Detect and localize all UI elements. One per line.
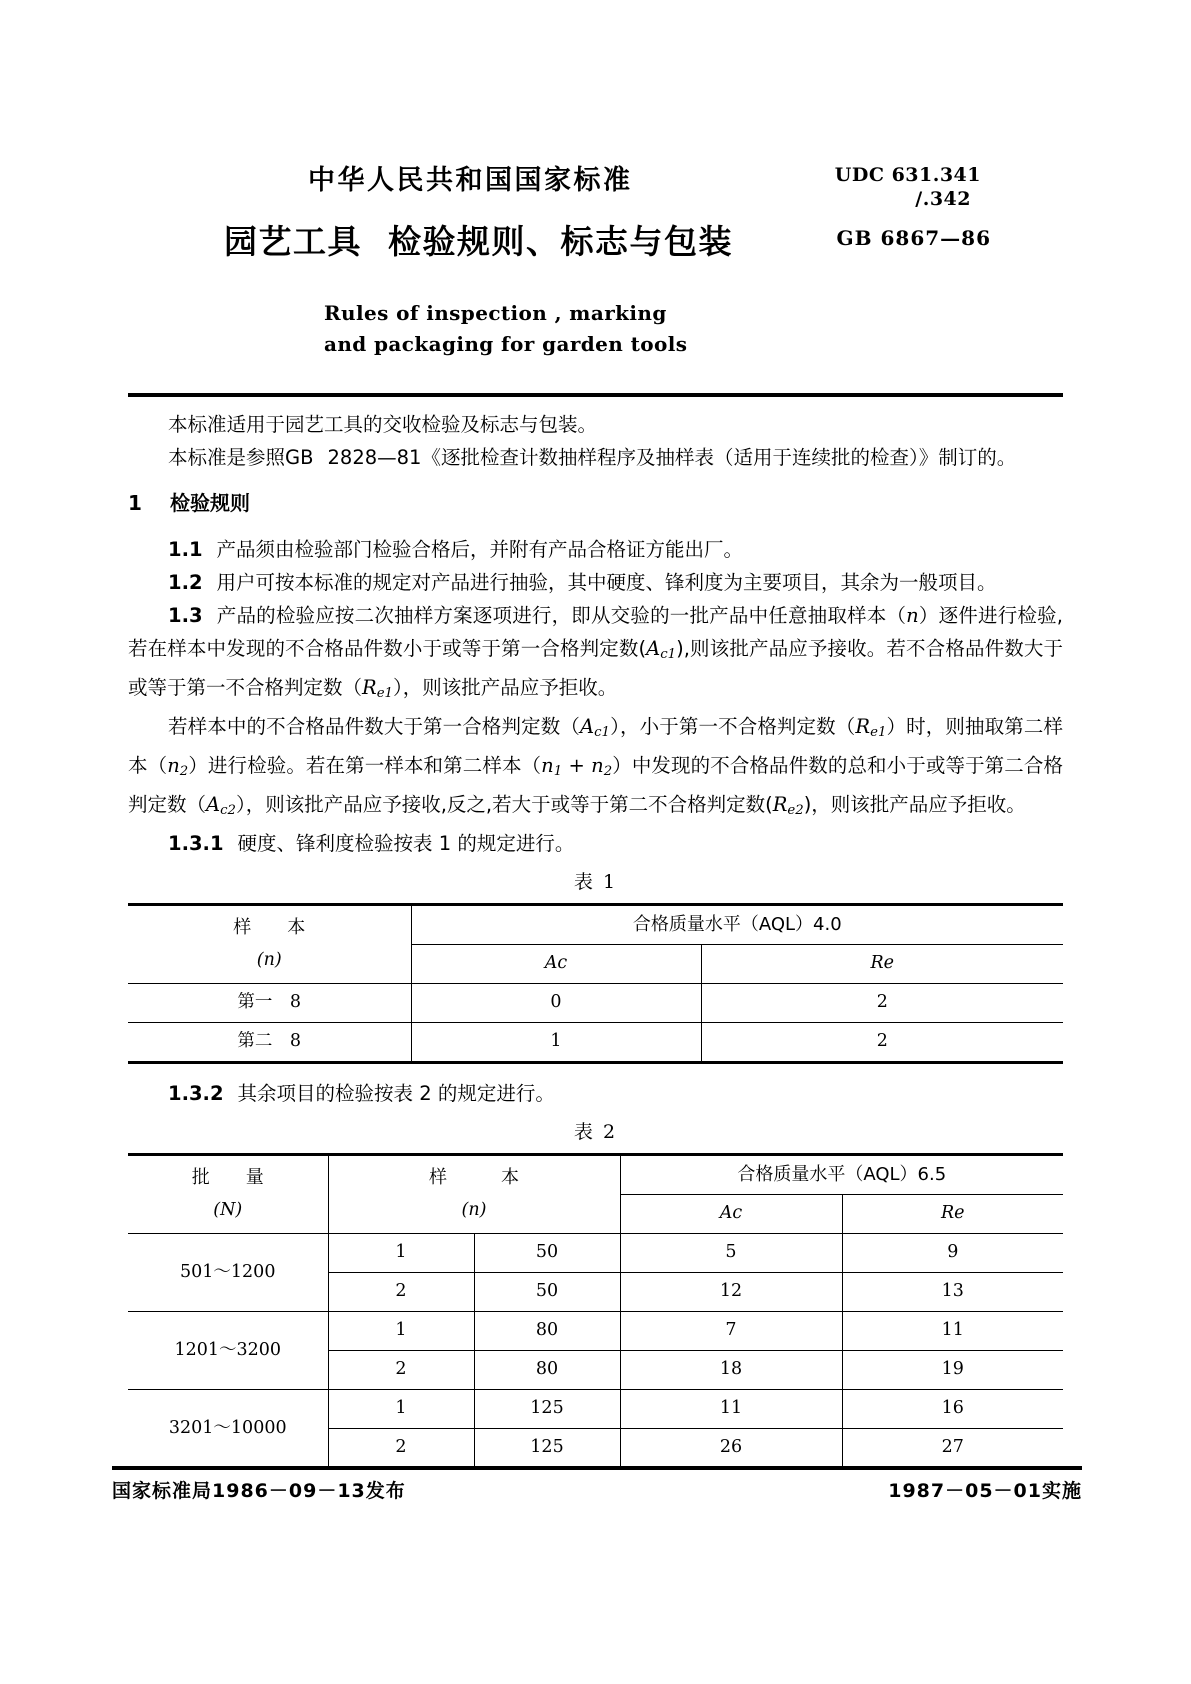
clause-1-1 <box>128 533 1063 566</box>
table-2 <box>128 1153 1063 1470</box>
table-row <box>128 983 1063 1022</box>
table-2-cell-re: 11 <box>842 1311 1063 1350</box>
table-2-col-sample-header <box>328 1154 620 1233</box>
header-divider-rule <box>128 393 1063 397</box>
table-2-cell-re: 16 <box>842 1389 1063 1428</box>
scope-ref-suffix: 2828—81《逐批检查计数抽样程序及抽样表（适用于连续批的检查）》制订的。 <box>327 446 1017 469</box>
table-1-col-ac-label: Ac <box>544 953 568 974</box>
table-2-col-lot-header <box>128 1154 328 1233</box>
clause-number-1-3-1: 1.3.1 <box>168 831 224 855</box>
clause-1-3p2-text-e: ）中发现的不合格品件数的总和小于或等于第二合格判定数（ <box>128 753 1063 816</box>
table-2-cell-stage: 2 <box>328 1272 474 1311</box>
table-row <box>128 1389 1063 1428</box>
header-row-top <box>128 150 1063 210</box>
section-title-1: 检验规则 <box>170 491 250 515</box>
table-2-col-re-label: Re <box>940 1203 965 1224</box>
table-2-cell-ac: 5 <box>620 1233 842 1272</box>
symbol-re2 <box>773 793 804 816</box>
symbol-ac1-base: A <box>646 637 661 660</box>
scope-paragraph-2 <box>128 441 1063 474</box>
table-2-col-re-header <box>842 1194 1063 1233</box>
table-2-cell-ac: 7 <box>620 1311 842 1350</box>
table-2-col-lot-label: 批 量 <box>191 1167 264 1189</box>
section-heading-1 <box>128 487 1063 520</box>
document-body <box>128 408 1063 1470</box>
table-1-col-sample-label: 样 本 <box>233 917 306 939</box>
clause-1-3p2-text-b: ），小于第一不合格判定数（ <box>609 714 856 738</box>
table-2-cell-stage: 2 <box>328 1350 474 1389</box>
table-1-cell-ac: 0 <box>411 983 701 1022</box>
clause-1-3p2-text-f: ），则该批产品应予接收,反之,若大于或等于第二不合格判定数( <box>235 792 773 816</box>
symbol-ac2-base: A <box>206 792 221 816</box>
udc-line-2: /.342 <box>915 187 971 210</box>
table-2-cell-lot: 1201～3200 <box>128 1311 328 1389</box>
clause-1-3p2-text-a: 若样本中的不合格品件数大于第一合格判定数（ <box>168 714 581 738</box>
table-1-col-aql-label: 合格质量水平（AQL）4.0 <box>632 913 842 935</box>
table-2-cell-re: 13 <box>842 1272 1063 1311</box>
scope-ref-prefix: 本标准是参照GB <box>168 446 314 469</box>
clause-number-1-2: 1.2 <box>168 571 203 594</box>
table-2-col-sample-label: 样 本 <box>429 1167 519 1189</box>
clause-1-3-paragraph-1 <box>128 599 1063 710</box>
symbol-re1-sub: e1 <box>376 685 393 701</box>
table-2-cell-ac: 11 <box>620 1389 842 1428</box>
table-2-cell-stage: 1 <box>328 1311 474 1350</box>
clause-1-3-text-c: ),则该批产品应予接收。若不合格品件数大于或等于第一不合格判定数（ <box>128 637 1064 699</box>
table-1-col-aql-header <box>411 904 1063 944</box>
clause-text-1-3-2: 其余项目的检验按表 2 的规定进行。 <box>237 1081 555 1105</box>
table-1-cell-sample: 第一 8 <box>128 983 411 1022</box>
symbol-n1 <box>541 754 562 777</box>
table-1-cell-re: 2 <box>701 983 1063 1022</box>
udc-line-1: UDC 631.341 <box>834 164 981 186</box>
english-title <box>324 298 687 360</box>
udc-number <box>835 164 981 212</box>
table-2-cell-n: 50 <box>474 1272 620 1311</box>
symbol-ac2-sub: c2 <box>220 802 236 818</box>
table-row <box>128 1233 1063 1272</box>
table-2-cell-re: 9 <box>842 1233 1063 1272</box>
symbol-n1-base: n <box>541 753 554 777</box>
symbol-re1-b-base: R <box>855 714 871 738</box>
clause-text-1-1: 产品须由检验部门检验合格后，并附有产品合格证方能出厂。 <box>216 538 744 561</box>
header-row-title <box>128 206 1063 270</box>
clause-number-1-3-2: 1.3.2 <box>168 1081 224 1105</box>
table-row <box>128 1311 1063 1350</box>
table-2-col-lot-symbol: (N) <box>213 1200 243 1221</box>
symbol-n1-sub: 1 <box>553 763 563 779</box>
table-1 <box>128 903 1063 1064</box>
table-1-caption: 表 1 <box>573 870 618 893</box>
clause-1-3-text-d: ），则该批产品应予拒收。 <box>392 675 618 699</box>
table-2-cell-stage: 1 <box>328 1389 474 1428</box>
table-2-cell-stage: 2 <box>328 1428 474 1468</box>
clause-1-3p2-text-c: ）时，则抽取第二样本（ <box>128 714 1063 777</box>
table-1-cell-sample: 第二 8 <box>128 1022 411 1062</box>
table-2-cell-n: 80 <box>474 1311 620 1350</box>
symbol-n2b-base: n <box>591 753 604 777</box>
table-row <box>128 1022 1063 1062</box>
clause-1-3-1 <box>128 827 1063 860</box>
title-scope: 检验规则、标志与包装 <box>388 222 733 261</box>
table-2-col-aql-header <box>620 1154 1063 1194</box>
clause-text-1-2: 用户可按本标准的规定对产品进行抽验，其中硬度、锋利度为主要项目，其余为一般项目。 <box>216 571 997 594</box>
clause-number-1-3: 1.3 <box>168 604 203 627</box>
table-2-col-sample-symbol: (n) <box>461 1200 487 1221</box>
clause-1-3p2-text-g: )，则该批产品应予拒收。 <box>803 792 1026 816</box>
symbol-re1-b <box>855 715 886 738</box>
clause-number-1-1: 1.1 <box>168 538 203 561</box>
english-title-line-2: and packaging for garden tools <box>324 332 688 356</box>
section-number-1: 1 <box>128 491 142 515</box>
page-title <box>224 216 733 263</box>
table-2-cell-ac: 18 <box>620 1350 842 1389</box>
table-1-cell-re: 2 <box>701 1022 1063 1062</box>
table-2-cell-re: 27 <box>842 1428 1063 1468</box>
symbol-ac1-b-base: A <box>580 714 595 738</box>
page-header <box>128 150 1063 356</box>
national-standard-label: 中华人民共和国国家标准 <box>308 165 633 196</box>
symbol-ac1 <box>646 637 676 660</box>
symbol-re2-sub: e2 <box>787 802 804 818</box>
footer-effective-date: 1987－05－01实施 <box>888 1480 1082 1502</box>
symbol-ac1-b <box>580 715 610 738</box>
symbol-n2b <box>591 754 612 777</box>
english-title-line-1: Rules of inspection , marking <box>324 301 667 325</box>
table-2-cell-re: 19 <box>842 1350 1063 1389</box>
table-2-cell-ac: 12 <box>620 1272 842 1311</box>
table-2-cell-lot: 501～1200 <box>128 1233 328 1311</box>
clause-1-3-text-b: ）逐件进行检验,若在样本中发现的不合格品件数小于或等于第一合格判定数( <box>128 604 1063 660</box>
symbol-re2-base: R <box>772 792 788 816</box>
table-2-header-row-1 <box>128 1154 1063 1194</box>
symbol-n2b-sub: 2 <box>603 763 613 779</box>
title-subject: 园艺工具 <box>224 222 362 261</box>
footer-divider-rule <box>112 1466 1082 1470</box>
clause-1-3p2-text-d: ）进行检验。若在第一样本和第二样本（ <box>188 753 542 777</box>
table-2-cell-stage: 1 <box>328 1233 474 1272</box>
clause-1-3-paragraph-2 <box>128 710 1063 827</box>
table-2-cell-n: 125 <box>474 1428 620 1468</box>
footer-issue-date: 国家标准局1986－09－13发布 <box>112 1480 406 1502</box>
table-2-cell-ac: 26 <box>620 1428 842 1468</box>
table-1-col-re-label: Re <box>870 953 895 974</box>
table-2-col-ac-header <box>620 1194 842 1233</box>
table-1-col-re-header <box>701 944 1063 983</box>
symbol-n2-sub: 2 <box>179 763 189 779</box>
table-2-col-ac-label: Ac <box>719 1203 743 1224</box>
clause-1-2 <box>128 566 1063 599</box>
symbol-n2-base: n <box>167 753 180 777</box>
symbol-plus: + <box>562 753 592 777</box>
table-2-cell-lot: 3201～10000 <box>128 1389 328 1468</box>
standard-number: GB 6867—86 <box>836 226 991 250</box>
page-footer <box>112 1476 1082 1503</box>
table-2-cell-n: 50 <box>474 1233 620 1272</box>
symbol-ac2 <box>206 793 236 816</box>
table-2-cell-n: 125 <box>474 1389 620 1428</box>
symbol-re1-b-sub: e1 <box>870 724 887 740</box>
symbol-n: n <box>906 604 919 627</box>
table-2-cell-n: 80 <box>474 1350 620 1389</box>
symbol-re1-base: R <box>362 675 377 699</box>
table-1-header-row-1 <box>128 904 1063 944</box>
table-1-cell-ac: 1 <box>411 1022 701 1062</box>
symbol-n2 <box>167 754 188 777</box>
table-1-col-ac-header <box>411 944 701 983</box>
clause-text-1-3-1: 硬度、锋利度检验按表 1 的规定进行。 <box>237 831 575 855</box>
clause-1-3-text-a: 产品的检验应按二次抽样方案逐项进行，即从交验的一批产品中任意抽取样本（ <box>216 604 907 627</box>
symbol-re1 <box>362 676 393 699</box>
table-2-caption: 表 2 <box>573 1120 618 1143</box>
table-2-col-aql-label: 合格质量水平（AQL）6.5 <box>737 1163 947 1185</box>
clause-1-3-2 <box>128 1077 1063 1110</box>
table-1-col-sample-header <box>128 904 411 983</box>
table-1-col-sample-symbol: (n) <box>256 950 282 971</box>
symbol-ac1-b-sub: c1 <box>594 724 610 740</box>
scope-paragraph-1: 本标准适用于园艺工具的交收检验及标志与包装。 <box>168 413 598 436</box>
symbol-ac1-sub: c1 <box>660 646 677 662</box>
